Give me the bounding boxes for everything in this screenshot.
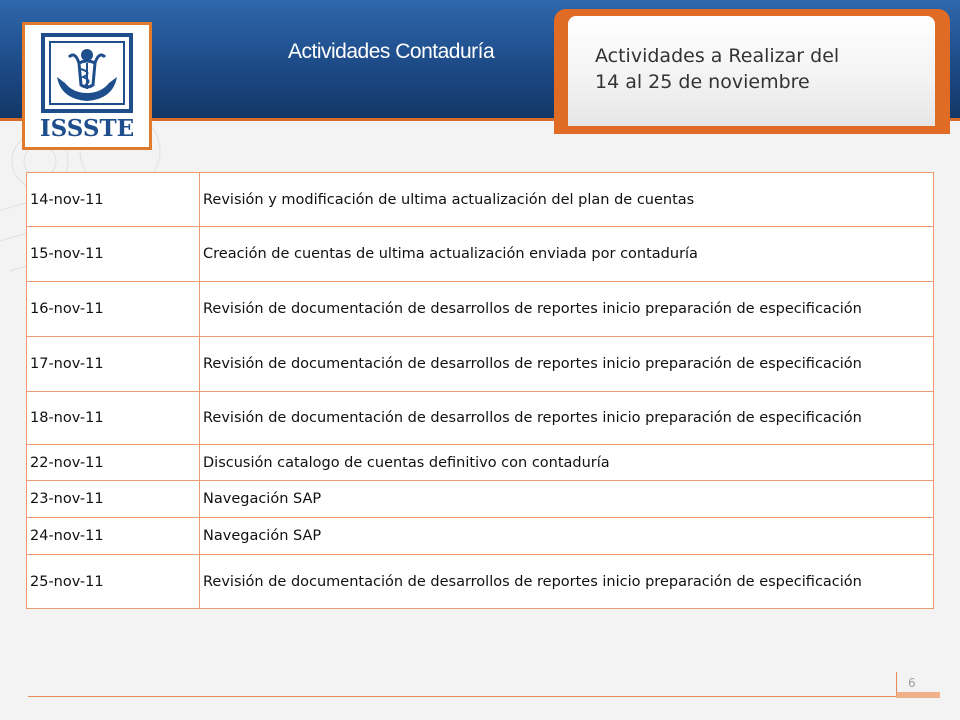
slide-subtitle bbox=[595, 43, 925, 95]
activity-cell: Revisión de documentación de desarrollos de reportes inicio preparación de especificación bbox=[200, 392, 934, 445]
date-cell: 14-nov-11 bbox=[27, 173, 200, 227]
logo-text: ISSSTE bbox=[39, 115, 135, 142]
activity-cell: Revisión de documentación de desarrollos de reportes inicio preparación de especificación bbox=[200, 555, 934, 609]
table-row bbox=[27, 173, 934, 227]
date-cell: 16-nov-11 bbox=[27, 282, 200, 337]
issste-logo bbox=[22, 22, 152, 150]
date-cell: 22-nov-11 bbox=[27, 445, 200, 481]
date-cell: 15-nov-11 bbox=[27, 227, 200, 282]
table-row bbox=[27, 555, 934, 609]
activities-table bbox=[26, 172, 934, 609]
table-row bbox=[27, 392, 934, 445]
activity-cell: Creación de cuentas de ultima actualización enviada por contaduría bbox=[200, 227, 934, 282]
table-row bbox=[27, 481, 934, 518]
activity-cell: Revisión de documentación de desarrollos de reportes inicio preparación de especificación bbox=[200, 337, 934, 392]
activity-cell: Revisión de documentación de desarrollos de reportes inicio preparación de especificación bbox=[200, 282, 934, 337]
page-title: Actividades Contaduría bbox=[288, 40, 495, 63]
footer-line bbox=[28, 696, 908, 697]
date-cell: 25-nov-11 bbox=[27, 555, 200, 609]
activity-cell: Navegación SAP bbox=[200, 518, 934, 555]
date-cell: 24-nov-11 bbox=[27, 518, 200, 555]
table-row bbox=[27, 445, 934, 481]
table-row bbox=[27, 337, 934, 392]
table-row bbox=[27, 282, 934, 337]
table-row bbox=[27, 518, 934, 555]
activity-cell: Revisión y modificación de ultima actualización del plan de cuentas bbox=[200, 173, 934, 227]
subtitle-line-1: Actividades a Realizar del bbox=[595, 45, 840, 67]
activity-cell: Navegación SAP bbox=[200, 481, 934, 518]
date-cell: 23-nov-11 bbox=[27, 481, 200, 518]
date-cell: 17-nov-11 bbox=[27, 337, 200, 392]
table-row bbox=[27, 227, 934, 282]
page-number: 6 bbox=[908, 676, 916, 690]
issste-emblem-icon bbox=[39, 33, 135, 115]
activity-cell: Discusión catalogo de cuentas definitivo con contaduría bbox=[200, 445, 934, 481]
date-cell: 18-nov-11 bbox=[27, 392, 200, 445]
subtitle-line-2: 14 al 25 de noviembre bbox=[595, 71, 810, 93]
page-number-box bbox=[896, 672, 940, 698]
